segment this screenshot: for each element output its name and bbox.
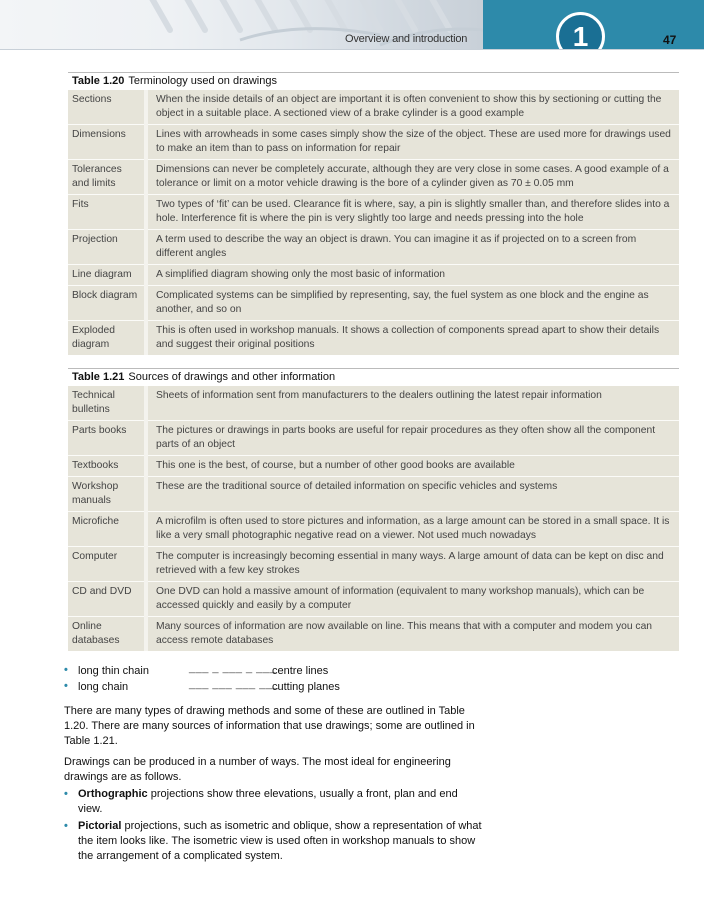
chapter-number-badge: 1 — [556, 12, 605, 49]
definition-cell: This is often used in workshop manuals. It shows a collection of components spread apart to show their details and suggest their original positions — [156, 325, 660, 350]
sources-table — [68, 386, 679, 651]
table-row — [68, 582, 679, 617]
term-cell: Computer — [68, 547, 146, 582]
term-cell: Tolerances and limits — [68, 160, 146, 195]
methods-list — [64, 787, 484, 866]
running-section-title: Overview and introduction — [345, 33, 468, 45]
bullet-icon: • — [64, 788, 68, 800]
method-description: projections show three elevations, usually a front, plan and end view. — [78, 788, 458, 815]
term-cell: Projection — [68, 230, 146, 265]
table-row — [68, 321, 679, 356]
page-number: 47 — [663, 33, 677, 47]
table-caption — [68, 368, 679, 386]
line-use: cutting planes — [272, 681, 340, 693]
table-row — [68, 617, 679, 652]
table-row — [68, 265, 679, 286]
definition-cell: A microfilm is often used to store pictures and information, as a large amount can be stored in a small space. It is like a very small photographic negative read on a viewer. Not used much nowadays — [156, 516, 670, 541]
term-cell: Line diagram — [68, 265, 146, 286]
term-cell: Workshop manuals — [68, 477, 146, 512]
table-row — [68, 456, 679, 477]
definition-cell: Many sources of information are now available on line. This means that with a computer and modem you can access remote databases — [156, 621, 653, 646]
definition-cell: A term used to describe the way an object is drawn. You can imagine it as if projected on to a screen from different angles — [156, 234, 637, 259]
definition-cell: Sheets of information sent from manufacturers to the dealers outlining the latest repair information — [156, 390, 602, 401]
table-row — [68, 477, 679, 512]
header-divider — [0, 49, 704, 50]
table-row — [68, 125, 679, 160]
line-use: centre lines — [272, 665, 329, 677]
term-cell: Parts books — [68, 421, 146, 456]
bullet-icon: • — [64, 664, 68, 676]
table-row — [68, 421, 679, 456]
bullet-icon: • — [64, 680, 68, 692]
term-cell: Sections — [68, 90, 146, 125]
term-cell: Online databases — [68, 617, 146, 652]
term-cell: Fits — [68, 195, 146, 230]
term-cell: Microfiche — [68, 512, 146, 547]
paragraph: Drawings can be produced in a number of ways. The most ideal for engineering drawings are as follows. — [64, 756, 451, 783]
term-cell: Block diagram — [68, 286, 146, 321]
definition-cell: When the inside details of an object are important it is often convenient to show this by sectioning or cutting the object in a suitable place. A sectioned view of a brake cylinder is a good example — [156, 94, 662, 119]
term-cell: Exploded diagram — [68, 321, 146, 356]
table-row — [68, 90, 679, 125]
line-types-list — [64, 662, 364, 697]
table-row — [68, 230, 679, 265]
definition-cell: A simplified diagram showing only the most basic of information — [156, 269, 446, 280]
body-text — [64, 704, 484, 791]
table-title: Sources of drawings and other information — [128, 371, 336, 383]
list-item — [64, 787, 484, 817]
definition-cell: The pictures or drawings in parts books are useful for repair procedures as they often show all the component parts of an object — [156, 425, 656, 450]
table-row — [68, 195, 679, 230]
definition-cell: Complicated systems can be simplified by representing, say, the fuel system as one block and the engine as another, and so on — [156, 290, 649, 315]
method-name: Pictorial — [78, 820, 122, 832]
table-number: Table 1.20 — [72, 75, 125, 87]
definition-cell: Two types of ‘fit’ can be used. Clearance fit is where, say, a pin is slightly smaller than, and therefore slides into a hole. Interference fit is where the pin is very slightly too large and needs pressing into the hole — [156, 199, 670, 224]
method-name: Orthographic — [78, 788, 148, 800]
table-row — [68, 160, 679, 195]
terminology-table — [68, 90, 679, 355]
term-cell: Technical bulletins — [68, 386, 146, 421]
line-pattern: ___ _ ___ _ ___ — [189, 662, 277, 674]
table-1-20 — [68, 72, 679, 355]
list-item — [64, 678, 364, 697]
table-caption — [68, 72, 679, 90]
term-cell: Textbooks — [68, 456, 146, 477]
definition-cell: These are the traditional source of detailed information on specific vehicles and systems — [156, 481, 558, 492]
definition-cell: This one is the best, of course, but a number of other good books are available — [156, 460, 515, 471]
paragraph: There are many types of drawing methods and some of these are outlined in Table 1.20. There are many sources of information that use drawings; some are outlined in Table 1.21. — [64, 705, 475, 747]
page-header — [0, 0, 704, 49]
line-pattern: ___ ___ ___ ___ — [189, 678, 280, 690]
table-row — [68, 547, 679, 582]
definition-cell: Dimensions can never be completely accurate, although they are very close in some cases. A good example of a tolerance or limit on a motor vehicle drawing is the bore of a cylinder given as 70 ± 0.05 mm — [156, 164, 669, 189]
term-cell: CD and DVD — [68, 582, 146, 617]
method-description: projections, such as isometric and oblique, show a representation of what the item looks like. The isometric view is used often in workshop manuals to show the arrangement of a complicated system. — [78, 820, 482, 862]
bullet-icon: • — [64, 820, 68, 832]
definition-cell: One DVD can hold a massive amount of information (equivalent to many workshop manuals), which can be accessed quickly and easily by a computer — [156, 586, 645, 611]
table-1-21 — [68, 368, 679, 651]
definition-cell: The computer is increasingly becoming essential in many ways. A large amount of data can be kept on disc and retrieved with a few key strokes — [156, 551, 664, 576]
term-cell: Dimensions — [68, 125, 146, 160]
table-number: Table 1.21 — [72, 371, 125, 383]
table-title: Terminology used on drawings — [128, 75, 277, 87]
table-row — [68, 286, 679, 321]
definition-cell: Lines with arrowheads in some cases simply show the size of the object. These are used more for drawings used to make an item than to pass on information for repair — [156, 129, 671, 154]
table-row — [68, 386, 679, 421]
list-item — [64, 819, 484, 864]
line-type-name: long chain — [78, 681, 129, 693]
line-type-name: long thin chain — [78, 665, 149, 677]
table-row — [68, 512, 679, 547]
